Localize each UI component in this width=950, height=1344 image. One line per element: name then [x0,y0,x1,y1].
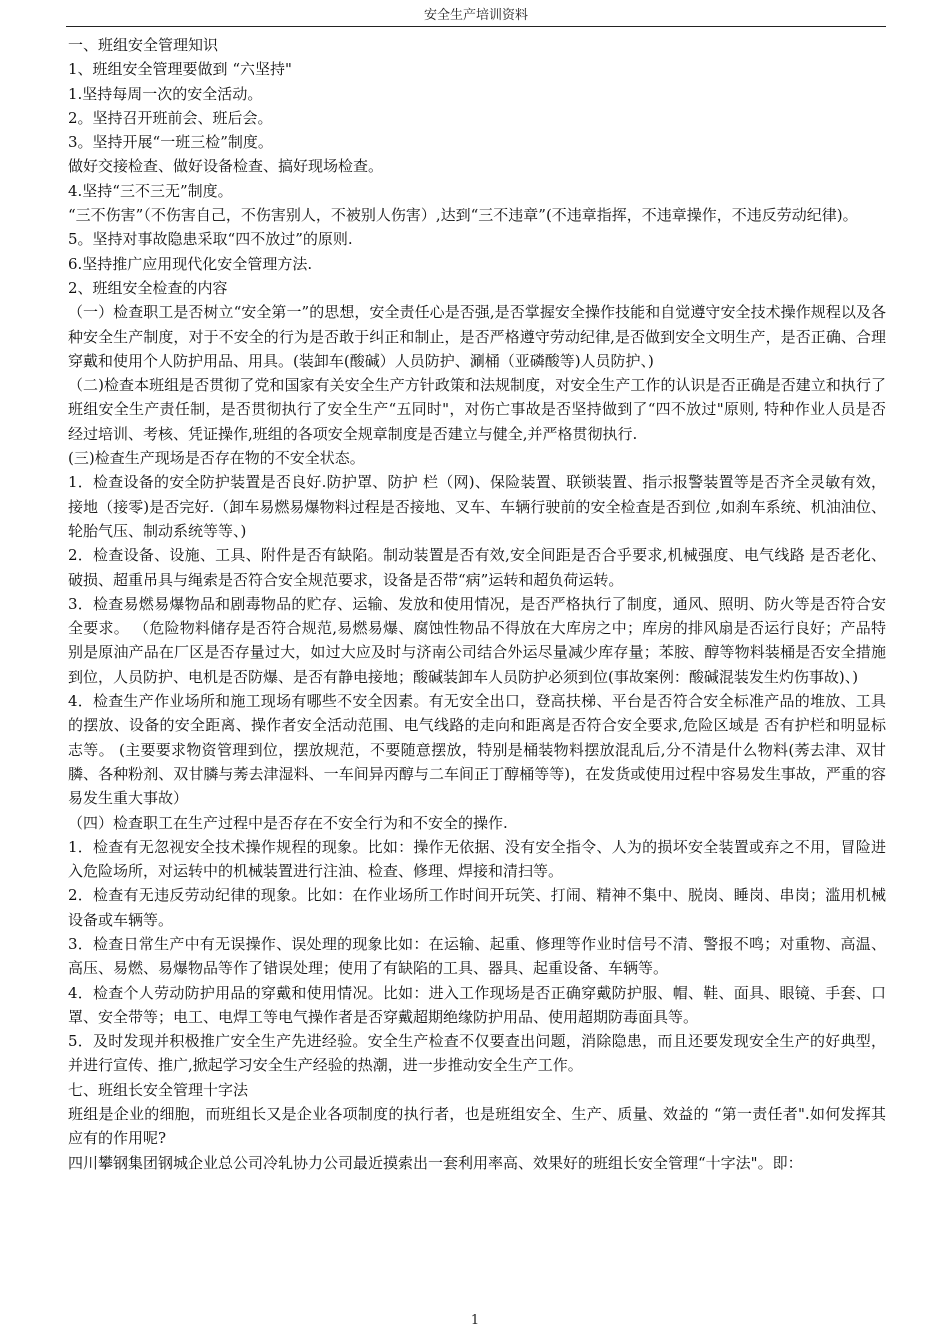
paragraph: 5．及时发现并积极推广安全生产先进经验。安全生产检查不仅要查出问题，消除隐患，而且还要发现安全生产的好典型，并进行宣传、推广,掀起学习安全生产经验的热潮，进一步推动安全生产工作。 [68,1032,886,1075]
paragraph: （二)检查本班组是否贯彻了党和国家有关安全生产方针政策和法规制度，对安全生产工作的认识是否正确是否建立和执行了班组安全生产责任制，是否贯彻执行了安全生产“五同时"，对伤亡事故是否坚持做到了“四不放过"原则, 特种作业人员是否经过培训、考核、凭证操作,班组的各项安全规章制度是否建立与健全,并严格贯彻执行. [68,376,886,443]
list-item: 5。坚持对事故隐患采取“四不放过”的原则. [68,230,353,249]
paragraph: 做好交接检查、做好设备检查、搞好现场检查。 [68,157,384,176]
page-number: 1 [470,1313,480,1328]
header-rule [66,26,886,27]
paragraph: （四）检查职工在生产过程中是否存在不安全行为和不安全的操作. [68,813,508,832]
list-item: 3。坚持开展“一班三检”制度。 [68,133,273,152]
paragraph: (三)检查生产现场是否存在物的不安全状态。 [68,449,365,468]
document-body [68,33,886,1175]
page-header: 安全生产培训资料 [423,8,528,23]
paragraph: 2．检查设备、设施、工具、附件是否有缺陷。制动装置是否有效,安全间距是否合乎要求,机械强度、电气线路 是否老化、破损、超重吊具与绳索是否符合安全规范要求，设备是否带“病”运转和超负荷运转。 [68,546,886,589]
paragraph: 四川攀钢集团钢城企业总公司冷轧协力公司最近摸索出一套利用率高、效果好的班组长安全管理“十字法"。即： [68,1153,803,1172]
paragraph: 4．检查生产作业场所和施工现场有哪些不安全因素。有无安全出口，登高扶梯、平台是否符合安全标准产品的堆放、工具的摆放、设备的安全距离、操作者安全活动范围、电气线路的走向和距离是否符合安全要求,危险区域是 否有护栏和明显标志等。 (主要要求物资管理到位，摆放规范，不要随意摆放，特别是桶装物料摆放混乱后,分不清是什么物料(莠去津、双甘膦、各种粉剂、双甘膦与莠去津湿料、一车间异丙醇与二车间正丁醇桶等等)，在发货或使用过程中容易发生事故，严重的容易发生重大事故） [68,692,886,808]
section-heading: 一、班组安全管理知识 [68,36,219,54]
section-heading: 七、班组长安全管理十字法 [68,1080,249,1099]
paragraph: 3．检查日常生产中有无误操作、误处理的现象比如：在运输、起重、修理等作业时信号不清、警报不鸣；对重物、高温、高压、易燃、易爆物品等作了错误处理；使用了有缺陷的工具、器具、起重设备、车辆等。 [68,934,886,978]
paragraph: 1．检查有无忽视安全技术操作规程的现象。比如：操作无依据、没有安全指令、人为的损坏安全装置或弃之不用，冒险进入危险场所，对运转中的机械装置进行注油、检查、修理、焊接和清扫等。 [68,837,886,881]
paragraph: 4．检查个人劳动防护用品的穿戴和使用情况。比如：进入工作现场是否正确穿戴防护服、帽、鞋、面具、眼镜、手套、口罩、安全带等；电工、电焊工等电气操作者是否穿戴超期绝缘防护用品、使用超期防毒面具等。 [68,983,886,1026]
subsection-heading: 1、班组安全管理要做到 “六坚持" [68,60,292,79]
list-item: 6.坚持推广应用现代化安全管理方法. [68,254,313,273]
paragraph: 1．检查设备的安全防护装置是否良好.防护罩、防护 栏（网)、保险装置、联锁装置、指示报警装置等是否齐全灵敏有效，接地（接零)是否完好.（卸车易燃易爆物料过程是否接地、叉车、车辆行驶前的安全检查是否到位 ,如刹车系统、机油油位、轮胎气压、制动系统等等、) [68,473,886,540]
list-item: 4.坚持“三不三无”制度。 [68,181,233,200]
list-item: 1.坚持每周一次的安全活动。 [68,84,263,103]
paragraph: “三不伤害”（不伤害自己，不伤害别人，不被别人伤害）,达到“三不违章”(不违章指挥，不违章操作，不违反劳动纪律)。 [68,206,858,225]
paragraph: 班组是企业的细胞，而班组长又是企业各项制度的执行者，也是班组安全、生产、质量、效益的 “第一责任者".如何发挥其应有的作用呢? [68,1105,886,1148]
paragraph: 3．检查易燃易爆物品和剧毒物品的贮存、运输、发放和使用情况，是否严格执行了制度，通风、照明、防火等是否符合安全要求。 （危险物料储存是否符合规范,易燃易爆、腐蚀性物品不得放在大库房之中；库房的排风扇是否运行良好；产品特别是原油产品在厂区是否存量过大，如过大应及时与济南公司结合外运尽量减少库存量；苯胺、醇等物料装桶是否安全措施到位，人员防护、电机是否防爆、是否有静电接地；酸碱装卸车人员防护必须到位(事故案例：酸碱混装发生灼伤事故)、) [68,594,886,686]
list-item: 2。坚持召开班前会、班后会。 [68,108,273,127]
subsection-heading: 2、班组安全检查的内容 [68,278,228,297]
paragraph: 2．检查有无违反劳动纪律的现象。比如：在作业场所工作时间开玩笑、打闹、精神不集中、脱岗、睡岗、串岗；滥用机械设备或车辆等。 [68,886,886,929]
paragraph: （一）检查职工是否树立“安全第一”的思想，安全责任心是否强,是否掌握安全操作技能和自觉遵守安全技术操作规程以及各种安全生产制度，对于不安全的行为是否敢于纠正和制止，是否严格遵守劳动纪律,是否做到安全文明生产，是否正确、合理穿戴和使用个人防护用品、用具。(装卸车(酸碱）人员防护、涮桶（亚磷酸等)人员防护、) [68,303,886,370]
